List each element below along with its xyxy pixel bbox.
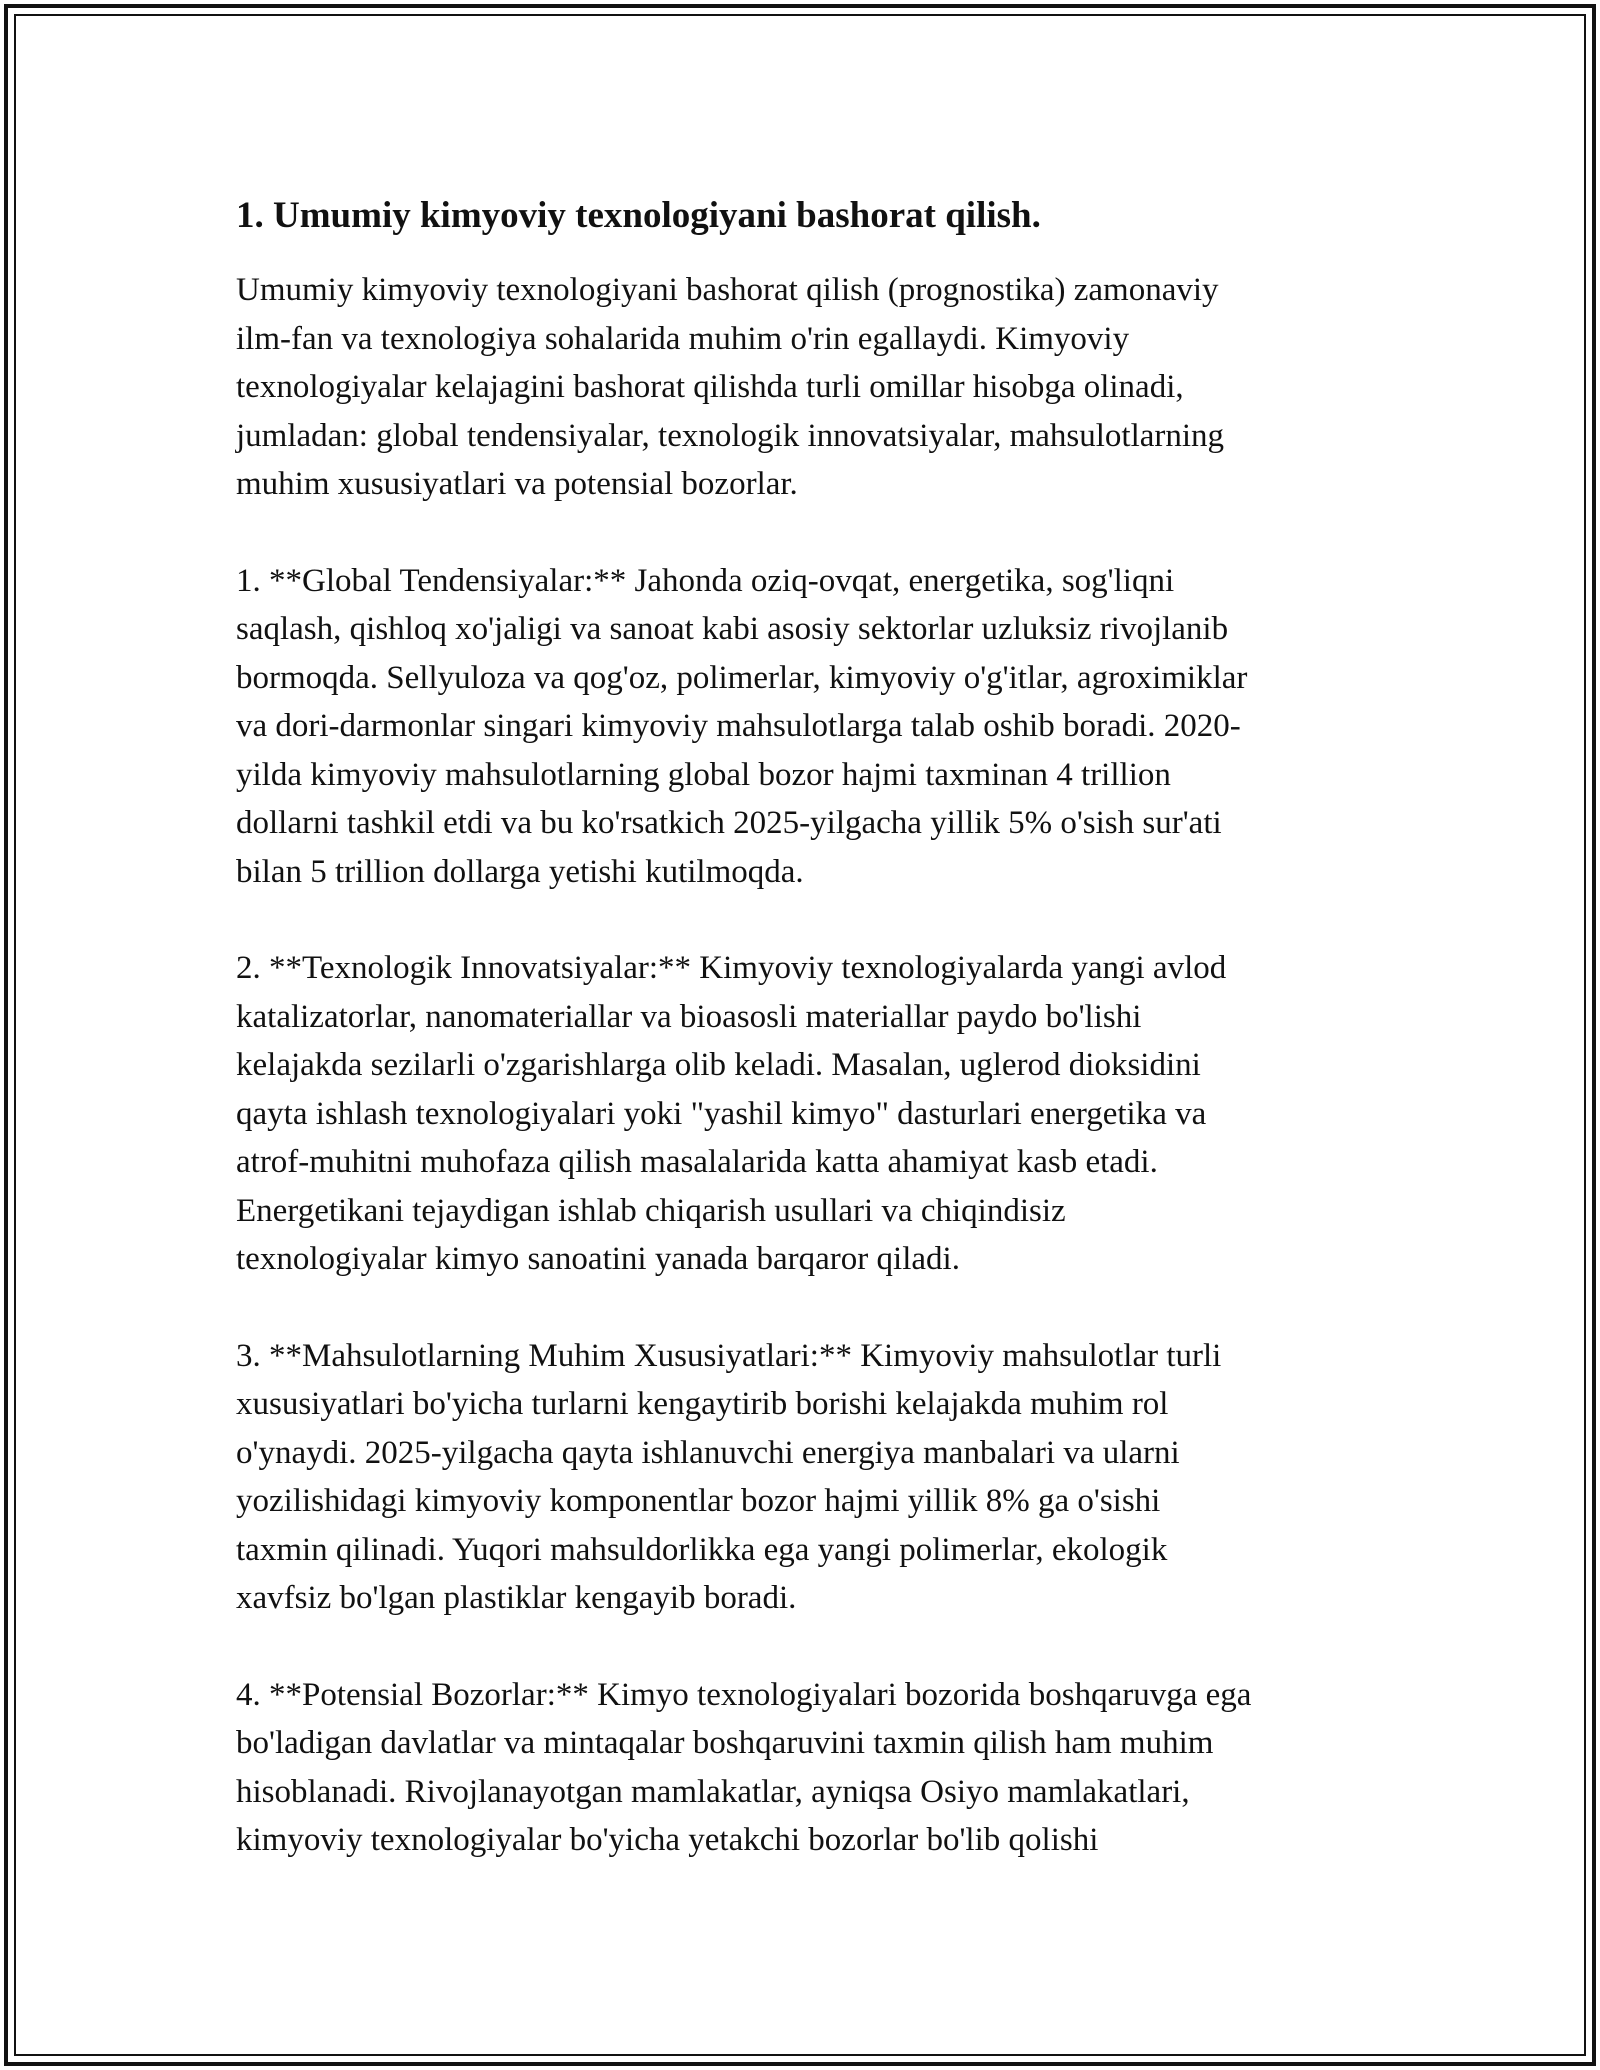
text-line: muhim xususiyatlari va potensial bozorlar. [236, 466, 798, 502]
text-line: xavfsiz bo'lgan plastiklar kengayib boradi. [236, 1580, 797, 1616]
text-line: yozilishidagi kimyoviy komponentlar bozor hajmi yillik 8% ga o'sishi [236, 1483, 1161, 1519]
text-line: bilan 5 trillion dollarga yetishi kutilmoqda. [236, 853, 804, 890]
text-line: jumladan: global tendensiyalar, texnologik innovatsiyalar, mahsulotlarning [236, 417, 1225, 454]
text-line: dollarni tashkil etdi va bu ko'rsatkich 2025-yilgacha yillik 5% o'sish sur'ati [236, 805, 1222, 841]
text-line: atrof-muhitni muhofaza qilish masalalarida katta ahamiyat kasb etadi. [236, 1144, 1158, 1180]
text-line: 4. **Potensial Bozorlar:** Kimyo texnologiyalari bozorida boshqaruvga ega [236, 1676, 1252, 1713]
text-line: yilda kimyoviy mahsulotlarning global bozor hajmi taxminan 4 trillion [236, 756, 1171, 793]
global-trends-paragraph [236, 557, 1376, 897]
intro-paragraph [236, 266, 1376, 509]
tech-innovations-paragraph [236, 944, 1376, 1284]
text-line: xususiyatlari bo'yicha turlarni kengaytirib borishi kelajakda muhim rol [236, 1386, 1169, 1422]
text-line: 3. **Mahsulotlarning Muhim Xususiyatlari:** Kimyoviy mahsulotlar turli [236, 1337, 1222, 1374]
page-title: 1. Umumiy kimyoviy texnologiyani bashorat qilish. [236, 195, 1041, 236]
text-line: saqlash, qishloq xo'jaligi va sanoat kabi asosiy sektorlar uzluksiz rivojlanib [236, 611, 1229, 647]
text-line: kimyoviy texnologiyalar bo'yicha yetakchi bozorlar bo'lib qolishi [236, 1822, 1099, 1858]
potential-markets-paragraph [236, 1671, 1376, 1865]
text-line: va dori-darmonlar singari kimyoviy mahsulotlarga talab oshib boradi. 2020- [236, 708, 1241, 744]
text-line: taxmin qilinadi. Yuqori mahsuldorlikka ega yangi polimerlar, ekologik [236, 1531, 1168, 1568]
text-line: bormoqda. Sellyuloza va qog'oz, polimerlar, kimyoviy o'g'itlar, agroximiklar [236, 659, 1248, 696]
text-line: o'ynaydi. 2025-yilgacha qayta ishlanuvchi energiya manbalari va ularni [236, 1434, 1180, 1471]
text-line: texnologiyalar kelajagini bashorat qilishda turli omillar hisobga olinadi, [236, 369, 1184, 405]
text-line: bo'ladigan davlatlar va mintaqalar boshqaruvini taxmin qilish ham muhim [236, 1725, 1214, 1761]
text-line: hisoblanadi. Rivojlanayotgan mamlakatlar, ayniqsa Osiyo mamlakatlari, [236, 1773, 1190, 1810]
text-line: Energetikani tejaydigan ishlab chiqarish usullari va chiqindisiz [236, 1192, 1066, 1229]
text-line: ilm-fan va texnologiya sohalarida muhim o'rin egallaydi. Kimyoviy [236, 320, 1130, 357]
product-properties-paragraph [236, 1332, 1376, 1623]
text-line: 2. **Texnologik Innovatsiyalar:** Kimyoviy texnologiyalarda yangi avlod [236, 950, 1227, 986]
document-body [236, 184, 1376, 1865]
text-line: qayta ishlash texnologiyalari yoki "yashil kimyo" dasturlari energetika va [236, 1095, 1207, 1132]
text-line: kelajakda sezilarli o'zgarishlarga olib keladi. Masalan, uglerod dioksidini [236, 1047, 1201, 1083]
text-line: 1. **Global Tendensiyalar:** Jahonda oziq-ovqat, energetika, sog'liqni [236, 562, 1175, 599]
text-line: katalizatorlar, nanomateriallar va bioasosli materiallar paydo bo'lishi [236, 998, 1142, 1035]
text-line: Umumiy kimyoviy texnologiyani bashorat qilish (prognostika) zamonaviy [236, 272, 1219, 308]
text-line: texnologiyalar kimyo sanoatini yanada barqaror qiladi. [236, 1241, 960, 1277]
